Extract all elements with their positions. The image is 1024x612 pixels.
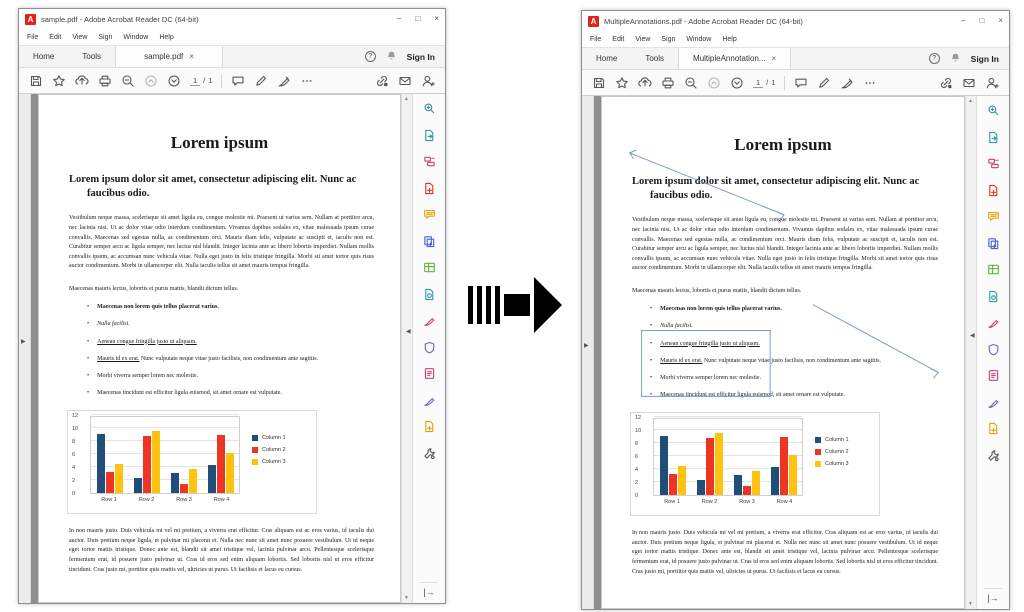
organize-pages-icon[interactable] [987,263,1000,276]
bullet-item: • Maecenas tincidunt est efficitur ligula euismod, sit amet ornare est vulputate. [87,390,282,397]
bar-column-3 [115,464,123,493]
bar-column-1 [208,465,216,493]
document-tab-label: MultipleAnnotation... [693,54,766,63]
more-tools-icon[interactable] [423,447,436,460]
profile-icon[interactable] [985,76,999,90]
bullet-item: • Morbi viverra semper lorem nec molestie. [87,373,199,380]
menu-sign[interactable]: Sign [661,35,676,43]
tools-panel [970,96,1009,609]
upload-icon[interactable] [75,74,89,88]
toolbar-divider [784,76,785,90]
bar-group [91,417,128,493]
tab-close-icon[interactable]: × [189,52,194,61]
tab-close-icon[interactable]: × [771,54,777,63]
y-tick-label: 2 [72,478,76,485]
title-bar[interactable] [582,11,1009,31]
bar-group [691,419,728,495]
bar-column-3 [715,433,723,495]
menu-bar [19,29,445,45]
sign-in-button[interactable]: Sign In [970,53,999,64]
pdf-doc-title: Lorem ipsum [734,135,832,154]
bullet-item: • Nulla facilisi. [650,323,693,330]
pdf-page[interactable] [38,94,401,603]
menu-edit[interactable]: Edit [49,33,62,41]
bar-group [202,417,239,493]
y-tick-label: 12 [635,415,642,422]
bar-column-2 [743,486,751,496]
vertical-scrollbar[interactable] [965,96,976,609]
acrobat-window-original [18,8,446,604]
bar-column-1 [697,480,705,496]
create-pdf-icon[interactable] [987,184,1000,197]
y-tick-label: 4 [635,467,639,474]
sign-in-button[interactable]: Sign In [406,51,435,62]
bullet-item: • Mauris id ex erat. Nunc vulputate neque vitae justo facilisis, non condimentum ante sagittis. [87,355,319,362]
menu-file[interactable]: File [590,35,602,43]
pdf-paragraph-2: Maecenas mauris lectus, lobortis et purus mattis, blandit dictum tellus. [632,287,802,294]
save-icon[interactable] [592,76,606,90]
share-link-icon[interactable] [375,74,389,88]
bullet-item: • Maecenas tincidunt est efficitur ligula euismod, sit amet ornare est vulputate. [650,392,845,399]
y-tick-label: 8 [72,439,76,446]
pencil-icon[interactable] [817,76,831,90]
menu-sign[interactable]: Sign [98,33,113,41]
comment-tool-icon[interactable] [423,208,436,221]
bullet-item: • Nulla facilisi. [87,321,130,328]
export-pdf-icon[interactable] [423,129,436,142]
tab-tools[interactable]: Tools [645,54,665,63]
fill-sign-icon[interactable] [987,316,1000,329]
bar-group [165,417,202,493]
request-signatures-icon[interactable] [987,422,1000,435]
bar-group [728,419,765,495]
bar-column-1 [134,478,142,494]
bar-group [765,419,802,495]
zoom-out-icon[interactable] [121,74,135,88]
bar-column-2 [217,435,225,494]
window-title: sample.pdf - Adobe Acrobat Reader DC (64-bit) [41,14,199,24]
protect-icon[interactable] [423,341,436,354]
bar-column-2 [106,472,114,493]
export-pdf-icon[interactable] [987,131,1000,144]
document-tab[interactable] [678,48,791,69]
close-button[interactable]: × [434,14,439,23]
close-button[interactable]: × [998,16,1003,25]
bullet-item: • Maecenas non lorem quis tellus placerat varius. [650,306,782,312]
legend-item: Column 3 [252,459,286,465]
x-tick-label: Row 3 [739,499,755,506]
page-down-icon[interactable] [730,76,744,90]
y-tick-label: 6 [72,452,76,459]
pdf-bullet-list [650,306,938,400]
page-separator: / [766,78,769,87]
adobe-sign-icon[interactable] [423,394,436,407]
pdf-bullet-list [87,304,374,398]
menu-view[interactable]: View [72,33,88,41]
tools-panel-expand-icon[interactable]: |→ [987,593,999,603]
scroll-down-icon[interactable]: ▼ [968,601,973,607]
pdf-page[interactable] [601,96,965,609]
current-page-input[interactable]: 1 [753,78,763,88]
email-icon[interactable] [398,74,412,88]
tools-panel-collapse-icon[interactable]: ◀ [406,329,411,336]
pdf-paragraph-3: In non mauris justo. Duis vehicula mi vel mi pretium, a viverra erat efficitur. Cras aliquam est ac eros varius, id iaculis dui auctor. Duis pretium neque ligula, et pulvinar mi placerat et. Nulla nec nunc sit amet nunc posuere vestibulum. Ut id neque eget tortor mattis tristique. Donec ante est, blandit sit amet tristique vel, lacinia pulvinar arcu. Pellentesque scelerisque fermentum erat, id posuere justo pulvinar ut. Cras id eros sed enim aliquam lobortis. Sed lobortis nisl ut eros efficitur tincidunt. Cras justo mi, porttitor quis mattis vel, ultricies ut purus. Ut facilisis et lacus eu cursus. [69,528,374,573]
bullet-item: • Maecenas non lorem quis tellus placerat varius. [87,304,219,310]
tools-panel-expand-icon[interactable]: |→ [423,587,435,597]
pdf-doc-title: Lorem ipsum [170,133,269,152]
zoom-search-icon[interactable] [423,102,436,115]
edit-pdf-icon[interactable] [423,155,436,168]
combine-files-icon[interactable] [987,237,1000,250]
bar-column-2 [143,436,151,493]
y-tick-label: 0 [635,493,639,500]
nav-expand-icon[interactable]: ▶ [21,339,26,346]
total-pages: 1 [208,76,213,85]
comment-icon[interactable] [231,74,245,88]
tools-panel-collapse-icon[interactable]: ◀ [970,332,975,339]
acrobat-logo-icon: A [588,16,599,27]
upload-icon[interactable] [638,76,652,90]
tab-bar [582,47,1009,70]
profile-icon[interactable] [421,74,435,88]
zoom-out-icon[interactable] [684,76,698,90]
legend-item: Column 2 [815,449,849,455]
chart-plot-area [653,418,803,496]
maximize-button[interactable]: □ [415,14,421,23]
compress-pdf-icon[interactable] [423,367,436,380]
y-tick-label: 12 [72,413,79,420]
comment-tool-icon[interactable] [987,210,1000,223]
help-icon[interactable]: ? [365,51,376,62]
tools-panel [406,94,445,603]
page-gutter [31,94,38,603]
page-down-icon[interactable] [167,74,181,88]
legend-item: Column 1 [252,435,286,441]
bullet-item: • Morbi viverra semper lorem nec molestie. [650,375,762,382]
signature-icon[interactable] [840,76,854,90]
y-tick-label: 8 [635,441,639,448]
bar-column-2 [780,437,788,496]
notifications-bell-icon[interactable] [386,48,397,66]
scan-ocr-icon[interactable] [987,290,1000,303]
chart-legend [815,437,849,467]
create-pdf-icon[interactable] [423,182,436,195]
bar-chart [630,412,880,516]
bar-column-2 [706,438,714,495]
vertical-scrollbar[interactable] [401,94,412,603]
help-icon[interactable]: ? [929,53,940,64]
fill-sign-icon[interactable] [423,314,436,327]
page-number-field[interactable] [190,76,212,86]
email-icon[interactable] [962,76,976,90]
bar-column-1 [734,475,742,495]
x-tick-label: Row 2 [138,497,155,504]
menu-help[interactable]: Help [159,33,174,41]
save-icon[interactable] [29,74,43,88]
edit-pdf-icon[interactable] [987,157,1000,170]
document-area [582,96,1009,609]
bar-column-2 [669,474,677,495]
bar-column-1 [771,467,779,495]
pdf-paragraph-1: Vestibulum neque massa, scelerisque sit amet ligula eu, congue molestie mi. Praesent ut varius sem. Nullam at porttitor arcu, nec lacinia nisi. Ut ac dolor vitae odio interdum condimentum. Vivamus dapibus sodales ex, vitae malesuada ipsum curae convallis. Maecenas sed egestas nulla, ac condimentum orci. Mauris diam felis, vulputate ac suscipit et, iaculis non est. Curabitur semper arcu ac ligula semper, nec luctus nisl blandit. Integer lacinia ante ac libero lobortis imperdiet. Nullam mollis convallis ipsum, ac accumsan nunc vehicula vitae. Nulla eget justo in felis tristique fringilla. Morbi sit amet tortor quis risus auctor condimentum. Morbi in ullamcorper elit. Nulla iaculis tellus sit amet mauris tempus fringilla. [69,215,374,270]
star-icon[interactable] [615,76,629,90]
page-up-icon[interactable] [144,74,158,88]
scroll-down-icon[interactable]: ▼ [404,595,409,601]
navigation-pane-strip[interactable] [19,94,31,603]
nav-expand-icon[interactable]: ▶ [584,343,589,350]
pdf-heading: Lorem ipsum dolor sit amet, consectetur adipiscing elit. Nunc ac faucibus odio. [632,176,920,202]
zoom-search-icon[interactable] [987,104,1000,117]
menu-file[interactable]: File [27,33,39,41]
x-tick-label: Row 2 [701,499,718,506]
tab-home[interactable]: Home [33,52,55,61]
window-title: MultipleAnnotations.pdf - Adobe Acrobat Reader DC (64-bit) [604,16,803,26]
bar-chart [67,410,317,514]
menu-window[interactable]: Window [123,33,149,41]
acrobat-window-annotated [581,10,1010,610]
toolbar-divider [221,74,222,88]
document-tab-label: sample.pdf [144,52,184,61]
page-separator: / [203,76,206,85]
menu-window[interactable]: Window [686,35,712,43]
bar-column-3 [752,471,760,495]
scroll-up-icon[interactable]: ▲ [968,98,973,104]
bar-column-3 [678,466,686,495]
rail-divider [420,582,438,583]
pdf-paragraph-2: Maecenas mauris lectus, lobortis et purus mattis, blandit dictum tellus. [69,285,239,292]
tab-tools[interactable]: Tools [82,52,102,61]
request-signatures-icon[interactable] [423,420,436,433]
page-up-icon[interactable] [707,76,721,90]
document-area [19,94,445,603]
comment-icon[interactable] [794,76,808,90]
y-tick-label: 10 [72,426,79,433]
bar-column-3 [226,453,234,493]
print-icon[interactable] [98,74,112,88]
toolbar [19,68,445,94]
chart-legend [252,435,286,465]
menu-edit[interactable]: Edit [612,35,625,43]
minimize-button[interactable]: – [397,14,402,23]
share-link-icon[interactable] [939,76,953,90]
transition-arrow [468,276,568,334]
bar-column-2 [180,484,188,494]
pdf-paragraph-3: In non mauris justo. Duis vehicula mi vel mi pretium, a viverra erat efficitur. Cras aliquam est ac eros varius, id iaculis dui auctor. Duis pretium neque ligula, et pulvinar mi placerat et. Nulla nec nunc sit amet nunc posuere vestibulum. Ut id neque eget tortor mattis tristique. Donec ante est, blandit sit amet tristique vel, lacinia pulvinar arcu. Pellentesque scelerisque fermentum erat, id posuere justo pulvinar ut. Cras id eros sed enim aliquam lobortis. Sed lobortis nisl ut eros efficitur tincidunt. Cras justo mi, porttitor quis mattis vel, ultricies ut purus. Ut facilisis et lacus eu cursus. [632,530,938,575]
y-tick-label: 4 [72,465,76,472]
document-tab[interactable] [115,46,223,67]
compress-pdf-icon[interactable] [987,369,1000,382]
navigation-pane-strip[interactable] [582,96,594,609]
legend-item: Column 3 [815,461,849,467]
x-tick-label: Row 3 [176,497,192,504]
y-tick-label: 2 [635,480,639,487]
bar-column-1 [660,436,668,495]
pdf-heading: Lorem ipsum dolor sit amet, consectetur adipiscing elit. Nunc ac faucibus odio. [69,174,357,200]
pdf-paragraph-1: Vestibulum neque massa, scelerisque sit amet ligula eu, congue molestie mi. Praesent ut varius sem. Nullam at porttitor arcu, nec lacinia nisi. Ut ac dolor vitae odio interdum condimentum. Vivamus dapibus sodales ex, vitae malesuada ipsum curae convallis. Maecenas sed egestas nulla, ac condimentum orci. Mauris diam felis, vulputate ac suscipit et, iaculis non est. Curabitur semper arcu ac ligula semper, nec luctus nisl blandit. Integer lacinia ante ac libero lobortis imperdiet. Nullam mollis convallis ipsum, ac accumsan nunc vehicula vitae. Nulla eget justo in felis tristique fringilla. Morbi sit amet tortor quis risus auctor condimentum. Morbi in ullamcorper elit. Nulla iaculis tellus sit amet mauris tempus fringilla. [632,217,938,272]
menu-help[interactable]: Help [722,35,737,43]
y-tick-label: 10 [635,428,642,435]
toolbar [582,70,1009,96]
bullet-item: • Aenean congue fringilla justo ut aliquam. [87,338,197,345]
total-pages: 1 [771,78,776,87]
y-tick-label: 6 [635,454,639,461]
legend-item: Column 1 [815,437,849,443]
bar-group [128,417,165,493]
tab-bar [19,45,445,68]
x-tick-label: Row 1 [101,497,117,504]
page-number-field[interactable] [753,78,775,88]
chart-plot-area [90,416,240,494]
combine-files-icon[interactable] [423,235,436,248]
adobe-sign-icon[interactable] [987,396,1000,409]
x-tick-label: Row 4 [776,499,793,506]
print-icon[interactable] [661,76,675,90]
bullet-item: • Mauris id ex erat. Nunc vulputate neque vitae justo facilisis, non condimentum ante sagittis. [650,357,882,364]
menu-view[interactable]: View [635,35,651,43]
organize-pages-icon[interactable] [423,261,436,274]
bar-column-3 [189,469,197,493]
x-tick-label: Row 4 [213,497,230,504]
pencil-icon[interactable] [254,74,268,88]
maximize-button[interactable]: □ [979,16,985,25]
menu-bar [582,31,1009,47]
bullet-item: • Aenean congue fringilla justo ut aliquam. [650,340,760,347]
signature-icon[interactable] [277,74,291,88]
scan-ocr-icon[interactable] [423,288,436,301]
bar-column-3 [152,431,160,493]
bar-column-3 [789,455,797,495]
rail-divider [984,588,1002,589]
ellipsis-icon[interactable] [863,76,877,90]
bar-column-1 [97,434,105,493]
current-page-input[interactable]: 1 [190,76,200,86]
page-gutter [594,96,601,609]
protect-icon[interactable] [987,343,1000,356]
bar-column-1 [171,473,179,493]
minimize-button[interactable]: – [961,16,966,25]
scroll-up-icon[interactable]: ▲ [404,96,409,102]
notifications-bell-icon[interactable] [950,50,961,68]
tab-home[interactable]: Home [596,54,618,63]
star-icon[interactable] [52,74,66,88]
legend-item: Column 2 [252,447,286,453]
title-bar[interactable] [19,9,445,29]
ellipsis-icon[interactable] [300,74,314,88]
x-tick-label: Row 1 [664,499,680,506]
bar-group [654,419,691,495]
more-tools-icon[interactable] [987,449,1000,462]
acrobat-logo-icon: A [25,14,36,25]
y-tick-label: 0 [72,491,76,498]
